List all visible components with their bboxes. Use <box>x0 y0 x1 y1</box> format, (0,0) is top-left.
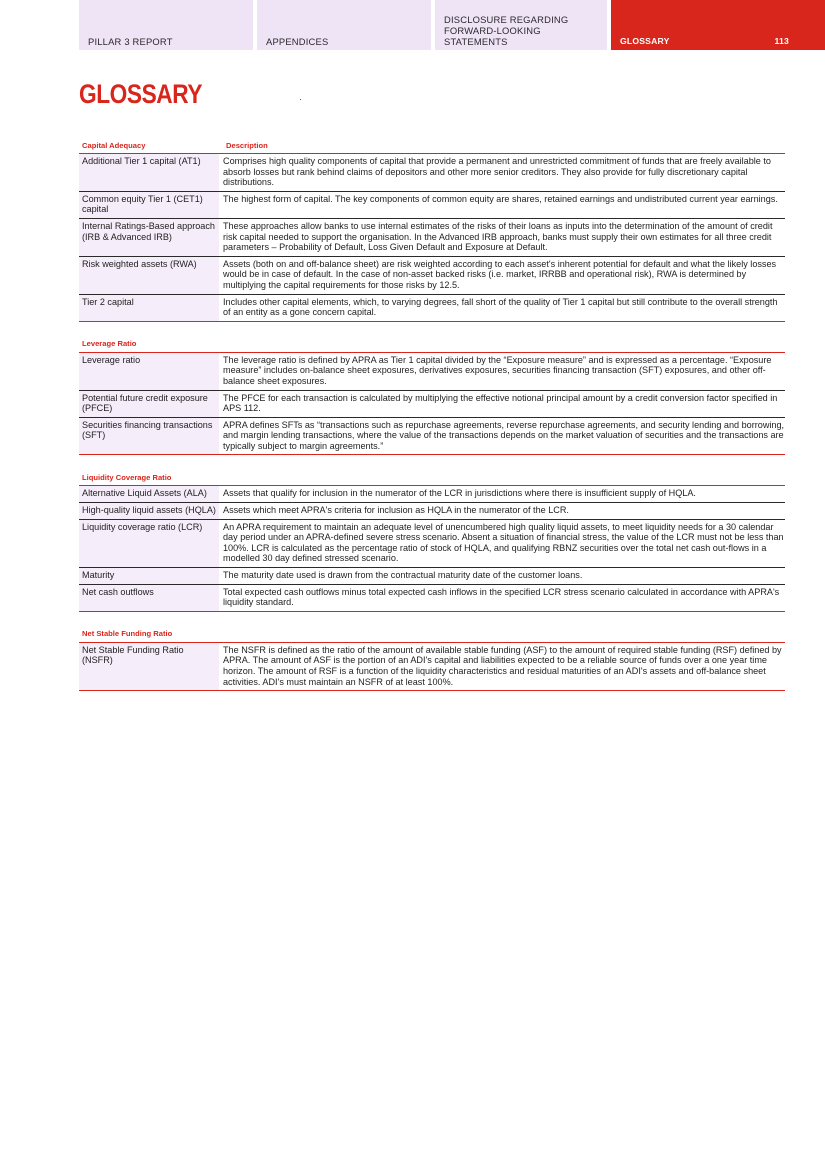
page-number: 113 <box>774 36 789 46</box>
glossary-row <box>79 486 785 503</box>
glossary-term: Net cash outflows <box>79 585 219 611</box>
description-heading: Description <box>226 140 268 150</box>
page-title: GLOSSARY <box>79 79 203 109</box>
glossary-description: The NSFR is defined as the ratio of the amount of available stable funding (ASF) to the amount of required stable funding (RSF) defined by APRA. The amount of ASF is the portion of an ADI's capital and liabilities expected to be a reliable source of funds over a one year time horizon. The amount of RSF is a function of the liquidity characteristics and residual maturities of an ADI's assets and off-balance sheet activities. ADI's must maintain an NSFR of at least 100%. <box>223 644 782 687</box>
glossary-description: Assets which meet APRA's criteria for inclusion as HQLA in the numerator of the LCR. <box>223 505 569 516</box>
glossary-description: Comprises high quality components of capital that provide a permanent and unrestricted commitment of funds that are freely available to absorb losses but rank behind claims of depositors and other more senior creditors. They also provide for fully discretionary capital distributions. <box>223 156 771 188</box>
section-heading: Liquidity Coverage Ratio <box>82 472 172 482</box>
section-header <box>79 336 785 353</box>
glossary-row <box>79 257 785 295</box>
glossary-section <box>79 626 785 691</box>
tab-disclosure-forward-looking[interactable] <box>435 0 607 50</box>
section-heading: Net Stable Funding Ratio <box>82 629 173 639</box>
glossary-row <box>79 391 785 418</box>
glossary-section <box>79 336 785 456</box>
glossary-row <box>79 503 785 520</box>
section-header <box>79 469 785 486</box>
glossary-term: Additional Tier 1 capital (AT1) <box>79 154 219 191</box>
decorative-dot <box>300 99 301 100</box>
glossary-term: Tier 2 capital <box>79 295 219 321</box>
glossary-section <box>79 469 785 611</box>
glossary-term: Securities financing transactions (SFT) <box>79 418 219 455</box>
glossary-term: High-quality liquid assets (HQLA) <box>79 503 219 519</box>
tab-appendices[interactable] <box>257 0 431 50</box>
tab-label: PILLAR 3 REPORT <box>88 36 173 47</box>
glossary-term: Leverage ratio <box>79 353 219 390</box>
glossary-description: An APRA requirement to maintain an adequate level of unencumbered high quality liquid assets, to meet liquidity needs for a 30 calendar day period under an APRA-defined severe stress scenario. Absent a situation of financial stress, the value of the LCR must not be less than 100%. LCR is calculated as the percentage ratio of stock of HQLA, and qualifying RBNZ securities over the total net cash out-flows in a modelled 30 day defined stressed scenario. <box>223 521 784 564</box>
glossary-row <box>79 585 785 612</box>
glossary-tables <box>79 137 785 705</box>
glossary-description: The maturity date used is drawn from the contractual maturity date of the customer loans. <box>223 570 583 581</box>
glossary-description: The highest form of capital. The key components of common equity are shares, retained earnings and undistributed current year earnings. <box>223 193 778 204</box>
glossary-term: Alternative Liquid Assets (ALA) <box>79 486 219 502</box>
glossary-description: The leverage ratio is defined by APRA as Tier 1 capital divided by the “Exposure measure” and is expressed as a percentage. “Exposure measure” includes on-balance sheet exposures, derivatives exposures, securities financing transaction (SFT) exposures, and other off-balance sheet exposures. <box>223 354 772 386</box>
glossary-term: Net Stable Funding Ratio (NSFR) <box>79 643 219 690</box>
glossary-description: APRA defines SFTs as “transactions such as repurchase agreements, reverse repurchase agreements, and security lending and borrowing, and margin lending transactions, where the value of the transactions depends on the market valuation of securities and the transactions are typically subject to margin agreements.” <box>223 419 785 451</box>
glossary-term: Maturity <box>79 568 219 584</box>
section-heading: Leverage Ratio <box>82 339 137 349</box>
tab-label: GLOSSARY <box>620 36 670 46</box>
glossary-row <box>79 219 785 257</box>
glossary-row <box>79 154 785 192</box>
section-tabs <box>79 0 825 50</box>
glossary-description: Includes other capital elements, which, to varying degrees, fall short of the quality of Tier 1 capital but still contribute to the overall strength of an entity as a gone concern capital. <box>223 296 778 318</box>
glossary-row <box>79 192 785 219</box>
tab-label: DISCLOSURE REGARDING FORWARD-LOOKING STATEMENTS <box>444 14 569 47</box>
glossary-term: Potential future credit exposure (PFCE) <box>79 391 219 417</box>
glossary-row <box>79 643 785 691</box>
glossary-row <box>79 295 785 322</box>
glossary-description: These approaches allow banks to use internal estimates of the risks of their loans as inputs into the determination of the amount of credit risk capital needed to support the organisation. In the Advanced IRB approach, banks must supply their own estimates for all three credit parameters – Probability of Default, Loss Given Default and Exposure at Default. <box>223 220 773 253</box>
section-header <box>79 137 785 154</box>
section-heading: Capital Adequacy <box>82 140 146 150</box>
glossary-row <box>79 568 785 585</box>
glossary-term: Liquidity coverage ratio (LCR) <box>79 520 219 567</box>
glossary-description: Total expected cash outflows minus total expected cash inflows in the specified LCR stress scenario calculated in accordance with APRA's liquidity standard. <box>223 586 780 608</box>
tab-pillar-3-report[interactable] <box>79 0 253 50</box>
glossary-description: The PFCE for each transaction is calculated by multiplying the effective notional principal amount by a credit conversion factor specified in APS 112. <box>223 392 778 414</box>
glossary-description: Assets (both on and off-balance sheet) are risk weighted according to each asset's inherent potential for default and what the likely losses would be in case of default. In the case of non-asset backed risks (i.e. market, IRRBB and operational risk), RWA is determined by multiplying the capital requirements for those risks by 12.5. <box>223 258 777 290</box>
tab-glossary[interactable] <box>611 0 825 50</box>
glossary-term: Common equity Tier 1 (CET1) capital <box>79 192 219 218</box>
glossary-term: Risk weighted assets (RWA) <box>79 257 219 294</box>
section-header <box>79 626 785 643</box>
glossary-row <box>79 418 785 456</box>
glossary-description: Assets that qualify for inclusion in the numerator of the LCR in jurisdictions where there is insufficient supply of HQLA. <box>223 488 696 499</box>
glossary-term: Internal Ratings-Based approach (IRB & Advanced IRB) <box>79 219 219 256</box>
tab-label: APPENDICES <box>266 36 329 47</box>
glossary-row <box>79 353 785 391</box>
glossary-row <box>79 520 785 568</box>
glossary-section <box>79 137 785 322</box>
